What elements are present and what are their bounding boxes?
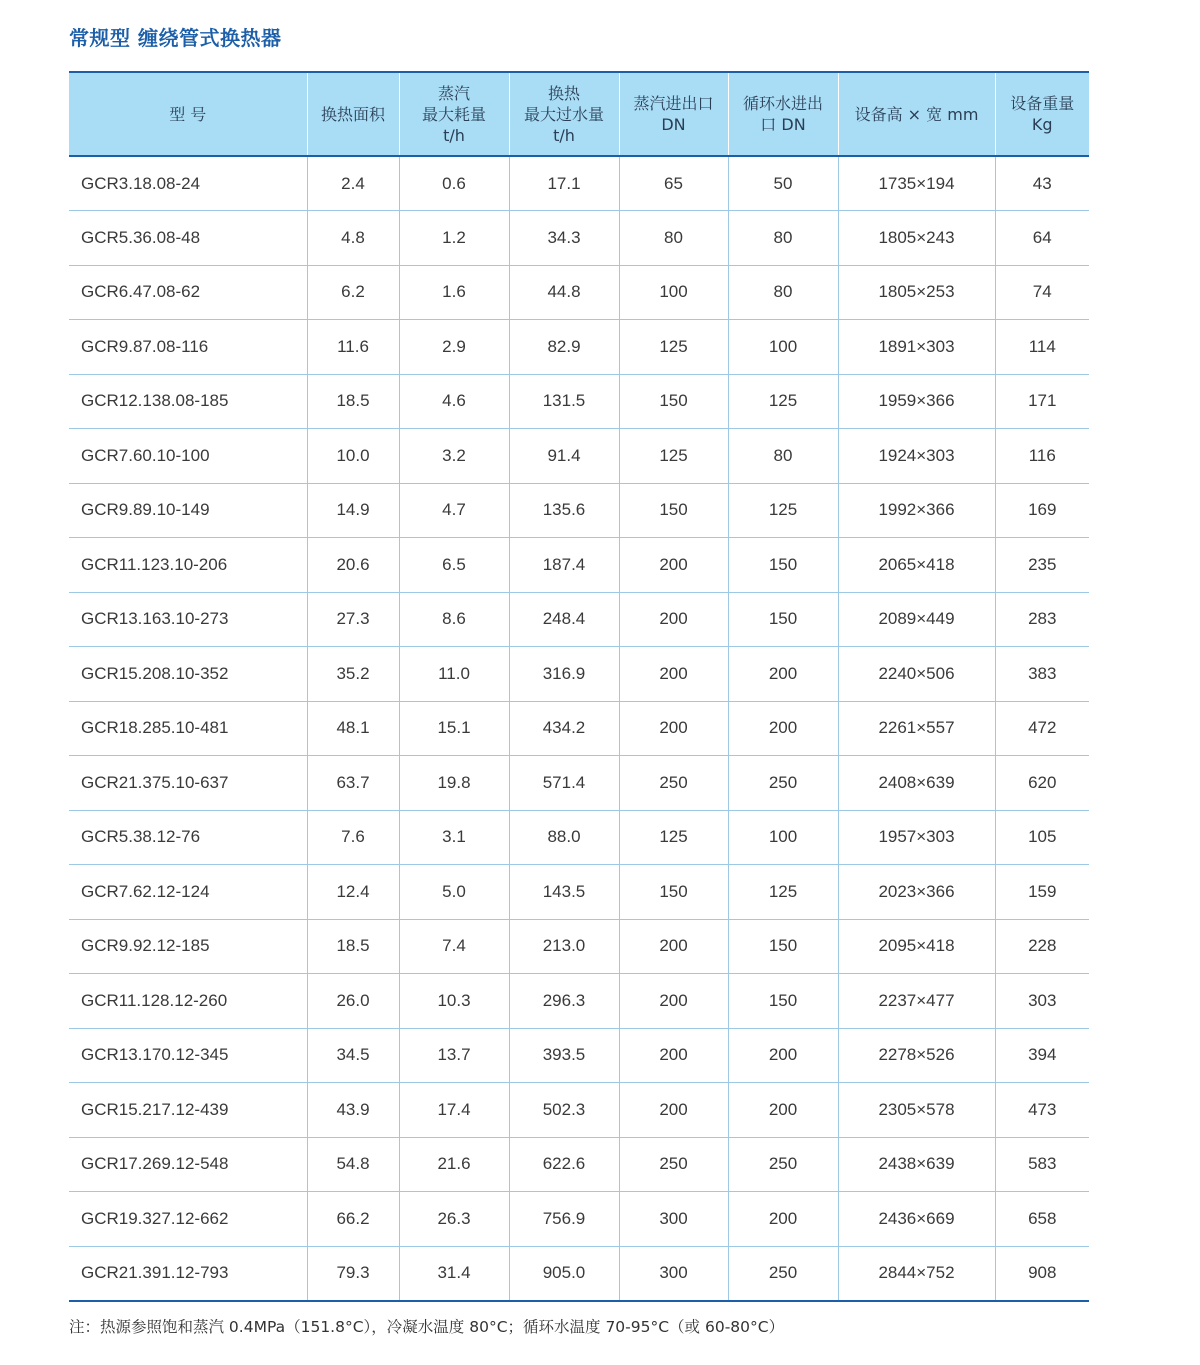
header-line: t/h (553, 125, 575, 145)
cell-water-flow: 316.9 (509, 647, 619, 702)
cell-dimensions: 2237×477 (838, 974, 995, 1029)
cell-circ-water-dn: 80 (728, 211, 838, 266)
cell-steam-dn: 200 (619, 919, 728, 974)
cell-steam-consumption: 3.2 (399, 429, 509, 484)
cell-dimensions: 2261×557 (838, 701, 995, 756)
cell-steam-dn: 200 (619, 592, 728, 647)
cell-dimensions: 2065×418 (838, 538, 995, 593)
cell-dimensions: 2023×366 (838, 865, 995, 920)
cell-area: 34.5 (307, 1028, 399, 1083)
cell-steam-consumption: 11.0 (399, 647, 509, 702)
cell-water-flow: 91.4 (509, 429, 619, 484)
header-weight (995, 72, 1089, 156)
header-line: 设备高 × 宽 mm (854, 104, 979, 124)
cell-dimensions: 2240×506 (838, 647, 995, 702)
header-model (69, 72, 307, 156)
cell-area: 63.7 (307, 756, 399, 811)
cell-steam-consumption: 3.1 (399, 810, 509, 865)
cell-model: GCR9.92.12-185 (69, 919, 307, 974)
cell-dimensions: 2095×418 (838, 919, 995, 974)
cell-circ-water-dn: 150 (728, 974, 838, 1029)
cell-circ-water-dn: 250 (728, 756, 838, 811)
cell-circ-water-dn: 250 (728, 1246, 838, 1301)
cell-dimensions: 2436×669 (838, 1192, 995, 1247)
table-row (69, 320, 1089, 375)
header-water-flow (509, 72, 619, 156)
cell-model: GCR13.163.10-273 (69, 592, 307, 647)
cell-model: GCR11.128.12-260 (69, 974, 307, 1029)
header-line: 型 号 (169, 104, 207, 124)
cell-weight: 583 (995, 1137, 1089, 1192)
cell-steam-consumption: 0.6 (399, 156, 509, 211)
cell-steam-consumption: 7.4 (399, 919, 509, 974)
table-row (69, 1083, 1089, 1138)
cell-weight: 303 (995, 974, 1089, 1029)
cell-steam-dn: 200 (619, 974, 728, 1029)
cell-water-flow: 135.6 (509, 483, 619, 538)
cell-circ-water-dn: 150 (728, 592, 838, 647)
header-steam-dn (619, 72, 728, 156)
cell-steam-consumption: 8.6 (399, 592, 509, 647)
cell-steam-consumption: 6.5 (399, 538, 509, 593)
header-area (307, 72, 399, 156)
cell-area: 26.0 (307, 974, 399, 1029)
cell-model: GCR3.18.08-24 (69, 156, 307, 211)
table-row (69, 865, 1089, 920)
header-line: 最大耗量 (421, 104, 486, 124)
table-row (69, 211, 1089, 266)
cell-steam-consumption: 26.3 (399, 1192, 509, 1247)
spec-table (69, 71, 1089, 1302)
cell-model: GCR12.138.08-185 (69, 374, 307, 429)
header-steam-consumption (399, 72, 509, 156)
cell-model: GCR13.170.12-345 (69, 1028, 307, 1083)
table-row (69, 374, 1089, 429)
cell-weight: 74 (995, 265, 1089, 320)
header-line: 蒸汽进出口 (633, 94, 714, 113)
cell-dimensions: 1891×303 (838, 320, 995, 375)
cell-dimensions: 2278×526 (838, 1028, 995, 1083)
cell-steam-consumption: 31.4 (399, 1246, 509, 1301)
cell-steam-dn: 200 (619, 647, 728, 702)
cell-weight: 169 (995, 483, 1089, 538)
footnote: 注：热源参照饱和蒸汽 0.4MPa（151.8°C），冷凝水温度 80°C；循环水温度 70-95°C（或 60-80°C） (69, 1318, 785, 1336)
page-title: 常规型 缠绕管式换热器 (69, 26, 282, 50)
cell-water-flow: 213.0 (509, 919, 619, 974)
cell-area: 2.4 (307, 156, 399, 211)
header-circ-water-dn (728, 72, 838, 156)
cell-steam-consumption: 2.9 (399, 320, 509, 375)
cell-circ-water-dn: 150 (728, 919, 838, 974)
cell-circ-water-dn: 200 (728, 647, 838, 702)
cell-water-flow: 131.5 (509, 374, 619, 429)
cell-water-flow: 296.3 (509, 974, 619, 1029)
cell-steam-consumption: 4.7 (399, 483, 509, 538)
table-row (69, 919, 1089, 974)
cell-weight: 620 (995, 756, 1089, 811)
cell-steam-consumption: 19.8 (399, 756, 509, 811)
cell-water-flow: 502.3 (509, 1083, 619, 1138)
cell-area: 7.6 (307, 810, 399, 865)
cell-weight: 283 (995, 592, 1089, 647)
cell-dimensions: 1805×243 (838, 211, 995, 266)
cell-circ-water-dn: 80 (728, 429, 838, 484)
cell-steam-consumption: 10.3 (399, 974, 509, 1029)
cell-steam-dn: 250 (619, 1137, 728, 1192)
cell-water-flow: 82.9 (509, 320, 619, 375)
table-header-row (69, 72, 1089, 156)
cell-dimensions: 2305×578 (838, 1083, 995, 1138)
cell-steam-dn: 200 (619, 538, 728, 593)
cell-area: 4.8 (307, 211, 399, 266)
cell-model: GCR15.208.10-352 (69, 647, 307, 702)
cell-weight: 105 (995, 810, 1089, 865)
table-row (69, 483, 1089, 538)
cell-dimensions: 1957×303 (838, 810, 995, 865)
cell-dimensions: 1959×366 (838, 374, 995, 429)
cell-weight: 394 (995, 1028, 1089, 1083)
table-row (69, 1137, 1089, 1192)
header-line: Kg (1031, 115, 1053, 134)
cell-steam-dn: 80 (619, 211, 728, 266)
cell-model: GCR21.375.10-637 (69, 756, 307, 811)
header-line: 口 DN (760, 115, 806, 134)
header-line: 换热 (547, 83, 580, 103)
cell-dimensions: 1992×366 (838, 483, 995, 538)
cell-circ-water-dn: 100 (728, 320, 838, 375)
cell-steam-consumption: 1.6 (399, 265, 509, 320)
table-row (69, 429, 1089, 484)
cell-steam-consumption: 21.6 (399, 1137, 509, 1192)
cell-area: 20.6 (307, 538, 399, 593)
cell-water-flow: 434.2 (509, 701, 619, 756)
cell-steam-consumption: 4.6 (399, 374, 509, 429)
header-dimensions (838, 72, 995, 156)
cell-water-flow: 393.5 (509, 1028, 619, 1083)
table-row (69, 1192, 1089, 1247)
cell-water-flow: 187.4 (509, 538, 619, 593)
cell-water-flow: 622.6 (509, 1137, 619, 1192)
table-row (69, 756, 1089, 811)
cell-model: GCR6.47.08-62 (69, 265, 307, 320)
cell-circ-water-dn: 125 (728, 483, 838, 538)
cell-steam-dn: 150 (619, 483, 728, 538)
cell-weight: 159 (995, 865, 1089, 920)
cell-weight: 908 (995, 1246, 1089, 1301)
cell-steam-dn: 200 (619, 701, 728, 756)
cell-water-flow: 905.0 (509, 1246, 619, 1301)
cell-circ-water-dn: 200 (728, 1192, 838, 1247)
cell-weight: 43 (995, 156, 1089, 211)
cell-dimensions: 2844×752 (838, 1246, 995, 1301)
cell-steam-dn: 150 (619, 865, 728, 920)
cell-weight: 658 (995, 1192, 1089, 1247)
cell-weight: 472 (995, 701, 1089, 756)
cell-steam-consumption: 1.2 (399, 211, 509, 266)
cell-model: GCR9.87.08-116 (69, 320, 307, 375)
cell-circ-water-dn: 125 (728, 374, 838, 429)
table-row (69, 647, 1089, 702)
cell-area: 14.9 (307, 483, 399, 538)
cell-dimensions: 1735×194 (838, 156, 995, 211)
cell-circ-water-dn: 80 (728, 265, 838, 320)
cell-model: GCR5.36.08-48 (69, 211, 307, 266)
header-line: DN (661, 115, 686, 134)
cell-dimensions: 1924×303 (838, 429, 995, 484)
table-row (69, 1028, 1089, 1083)
cell-steam-dn: 100 (619, 265, 728, 320)
cell-water-flow: 17.1 (509, 156, 619, 211)
table-row (69, 1246, 1089, 1301)
header-line: t/h (443, 125, 465, 145)
table-body (69, 156, 1089, 1301)
cell-steam-dn: 200 (619, 1083, 728, 1138)
cell-dimensions: 2089×449 (838, 592, 995, 647)
header-line: 循环水进出 (742, 94, 823, 113)
cell-circ-water-dn: 200 (728, 1028, 838, 1083)
cell-model: GCR18.285.10-481 (69, 701, 307, 756)
cell-dimensions: 2438×639 (838, 1137, 995, 1192)
cell-area: 10.0 (307, 429, 399, 484)
table-row (69, 592, 1089, 647)
cell-model: GCR21.391.12-793 (69, 1246, 307, 1301)
cell-model: GCR11.123.10-206 (69, 538, 307, 593)
cell-area: 11.6 (307, 320, 399, 375)
cell-steam-consumption: 17.4 (399, 1083, 509, 1138)
cell-circ-water-dn: 50 (728, 156, 838, 211)
cell-area: 43.9 (307, 1083, 399, 1138)
cell-water-flow: 34.3 (509, 211, 619, 266)
cell-water-flow: 248.4 (509, 592, 619, 647)
cell-circ-water-dn: 200 (728, 701, 838, 756)
cell-area: 66.2 (307, 1192, 399, 1247)
cell-model: GCR7.62.12-124 (69, 865, 307, 920)
cell-area: 35.2 (307, 647, 399, 702)
cell-circ-water-dn: 250 (728, 1137, 838, 1192)
cell-weight: 64 (995, 211, 1089, 266)
cell-steam-dn: 200 (619, 1028, 728, 1083)
cell-steam-consumption: 15.1 (399, 701, 509, 756)
header-line: 最大过水量 (523, 104, 604, 124)
cell-water-flow: 143.5 (509, 865, 619, 920)
cell-model: GCR5.38.12-76 (69, 810, 307, 865)
cell-dimensions: 1805×253 (838, 265, 995, 320)
header-line: 换热面积 (320, 104, 385, 124)
table-row (69, 974, 1089, 1029)
cell-steam-dn: 125 (619, 320, 728, 375)
cell-weight: 116 (995, 429, 1089, 484)
cell-model: GCR19.327.12-662 (69, 1192, 307, 1247)
cell-circ-water-dn: 200 (728, 1083, 838, 1138)
cell-steam-dn: 125 (619, 810, 728, 865)
cell-steam-dn: 250 (619, 756, 728, 811)
header-line: 蒸汽 (437, 83, 470, 103)
cell-water-flow: 571.4 (509, 756, 619, 811)
cell-weight: 114 (995, 320, 1089, 375)
cell-model: GCR17.269.12-548 (69, 1137, 307, 1192)
cell-steam-consumption: 5.0 (399, 865, 509, 920)
cell-steam-dn: 65 (619, 156, 728, 211)
cell-model: GCR15.217.12-439 (69, 1083, 307, 1138)
cell-area: 18.5 (307, 919, 399, 974)
cell-area: 54.8 (307, 1137, 399, 1192)
table-row (69, 156, 1089, 211)
cell-area: 12.4 (307, 865, 399, 920)
cell-model: GCR9.89.10-149 (69, 483, 307, 538)
cell-steam-dn: 150 (619, 374, 728, 429)
cell-area: 18.5 (307, 374, 399, 429)
cell-steam-dn: 300 (619, 1246, 728, 1301)
cell-area: 48.1 (307, 701, 399, 756)
cell-steam-dn: 300 (619, 1192, 728, 1247)
table-row (69, 538, 1089, 593)
cell-area: 27.3 (307, 592, 399, 647)
cell-weight: 383 (995, 647, 1089, 702)
cell-area: 6.2 (307, 265, 399, 320)
cell-weight: 235 (995, 538, 1089, 593)
cell-weight: 171 (995, 374, 1089, 429)
cell-water-flow: 88.0 (509, 810, 619, 865)
cell-circ-water-dn: 150 (728, 538, 838, 593)
cell-circ-water-dn: 100 (728, 810, 838, 865)
cell-water-flow: 756.9 (509, 1192, 619, 1247)
header-line: 设备重量 (1010, 94, 1075, 113)
cell-model: GCR7.60.10-100 (69, 429, 307, 484)
cell-weight: 473 (995, 1083, 1089, 1138)
cell-water-flow: 44.8 (509, 265, 619, 320)
table-row (69, 265, 1089, 320)
table-row (69, 810, 1089, 865)
cell-area: 79.3 (307, 1246, 399, 1301)
cell-circ-water-dn: 125 (728, 865, 838, 920)
cell-dimensions: 2408×639 (838, 756, 995, 811)
cell-weight: 228 (995, 919, 1089, 974)
cell-steam-dn: 125 (619, 429, 728, 484)
table-row (69, 701, 1089, 756)
cell-steam-consumption: 13.7 (399, 1028, 509, 1083)
